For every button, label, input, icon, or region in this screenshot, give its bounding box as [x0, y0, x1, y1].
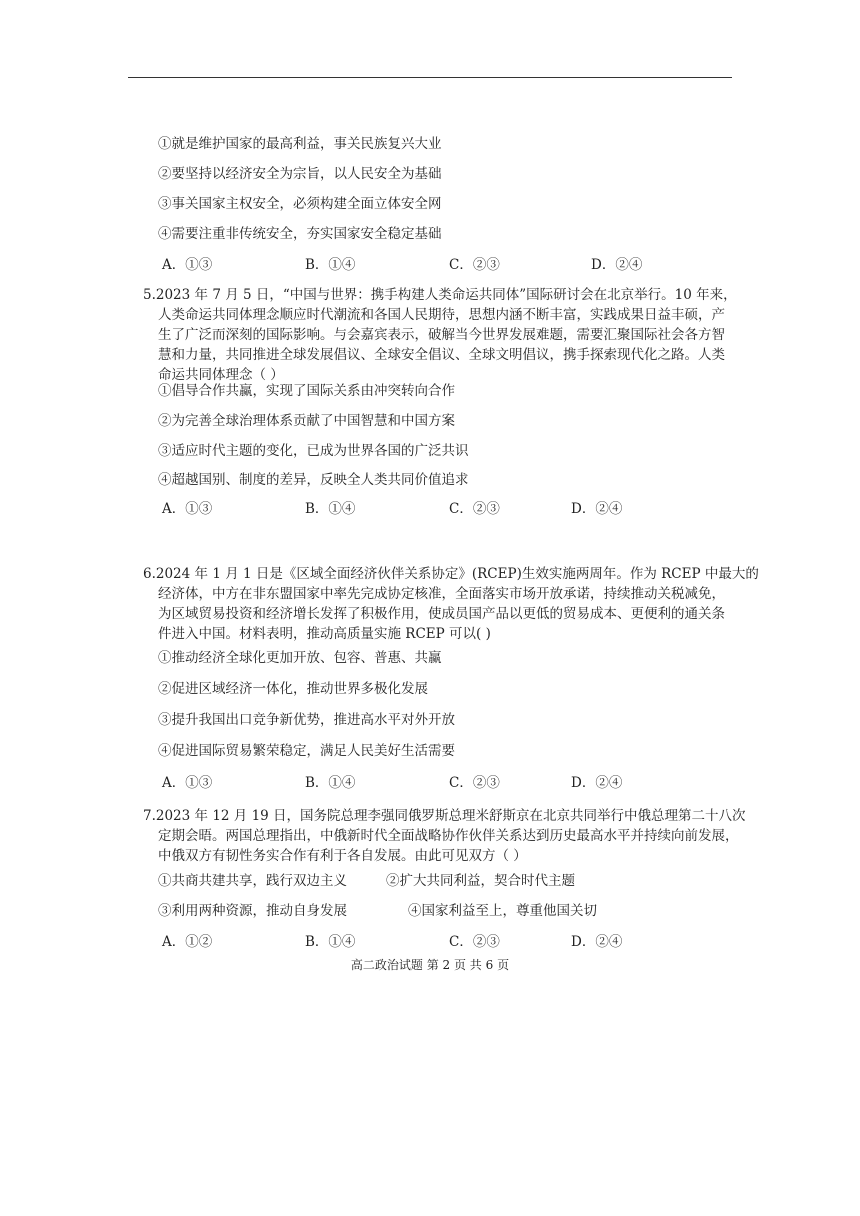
q6-stem-line-1: 6.2024 年 1 月 1 日是《区域全面经济伙伴关系协定》(RCEP)生效实施两周年。作为 RCEP 中最大的 — [143, 566, 759, 582]
q7-stem-line-2: 定期会晤。两国总理指出，中俄新时代全面战略协作伙伴关系达到历史最高水平并持续向前发展， — [158, 828, 739, 844]
q4-option-c: C．②③ — [449, 257, 500, 273]
q4-option-a: A．①③ — [162, 257, 213, 273]
q6-stem-line-3: 为区域贸易投资和经济增长发挥了积极作用，使成员国产品以更低的贸易成本、更便利的通关条 — [158, 606, 725, 622]
q4-item-1: ①就是维护国家的最高利益，事关民族复兴大业 — [158, 136, 442, 152]
q7-item-1: ①共商共建共享，践行双边主义 — [158, 873, 347, 889]
q6-item-2: ②促进区域经济一体化，推动世界多极化发展 — [158, 681, 428, 697]
q6-item-1: ①推动经济全球化更加开放、包容、普惠、共赢 — [158, 650, 442, 666]
q6-option-d: D．②④ — [571, 775, 623, 791]
header-rule — [128, 77, 732, 78]
q5-item-1: ①倡导合作共赢，实现了国际关系由冲突转向合作 — [158, 383, 455, 399]
q5-stem-line-4: 慧和力量，共同推进全球发展倡议、全球安全倡议、全球文明倡议，携手探索现代化之路。人类 — [158, 347, 725, 363]
q5-stem-line-2: 人类命运共同体理念顺应时代潮流和各国人民期待，思想内涵不断丰富，实践成果日益丰硕，产 — [158, 307, 725, 323]
q7-option-c: C．②③ — [449, 934, 500, 950]
q7-item-2: ②扩大共同利益，契合时代主题 — [386, 873, 575, 889]
q6-option-c: C．②③ — [449, 775, 500, 791]
q4-option-b: B．①④ — [305, 257, 356, 273]
q4-item-4: ④需要注重非传统安全，夯实国家安全稳定基础 — [158, 226, 442, 242]
q6-item-4: ④促进国际贸易繁荣稳定，满足人民美好生活需要 — [158, 743, 455, 759]
q6-item-3: ③提升我国出口竞争新优势，推进高水平对外开放 — [158, 712, 455, 728]
q7-item-3: ③利用两种资源，推动自身发展 — [158, 903, 347, 919]
q7-option-a: A．①② — [162, 934, 213, 950]
q5-option-c: C．②③ — [449, 501, 500, 517]
q7-item-4: ④国家利益至上，尊重他国关切 — [408, 903, 597, 919]
q5-option-a: A．①③ — [162, 501, 213, 517]
q6-option-b: B．①④ — [305, 775, 356, 791]
q4-item-2: ②要坚持以经济安全为宗旨，以人民安全为基础 — [158, 166, 442, 182]
q5-stem-line-1: 5.2023 年 7 月 5 日，“中国与世界：携手构建人类命运共同体”国际研讨会在北京举行。10 年来， — [143, 287, 737, 303]
q6-stem-line-2: 经济体，中方在非东盟国家中率先完成协定核准，全面落实市场开放承诺，持续推动关税减免， — [158, 586, 725, 602]
page-footer: 高二政治试题 第 2 页 共 6 页 — [350, 958, 510, 972]
q6-stem-line-4: 件进入中国。材料表明，推动高质量实施 RCEP 可以( ) — [158, 626, 491, 642]
q4-item-3: ③事关国家主权安全，必须构建全面立体安全网 — [158, 196, 442, 212]
q5-option-d: D．②④ — [571, 501, 623, 517]
q7-option-d: D．②④ — [571, 934, 623, 950]
q5-item-3: ③适应时代主题的变化，已成为世界各国的广泛共识 — [158, 443, 469, 459]
q5-item-2: ②为完善全球治理体系贡献了中国智慧和中国方案 — [158, 413, 455, 429]
q6-option-a: A．①③ — [162, 775, 213, 791]
q7-option-b: B．①④ — [305, 934, 356, 950]
q5-stem-line-3: 生了广泛而深刻的国际影响。与会嘉宾表示，破解当今世界发展难题，需要汇聚国际社会各方智 — [158, 327, 725, 343]
q4-option-d: D．②④ — [591, 257, 643, 273]
q5-stem-line-5: 命运共同体理念（ ） — [158, 367, 284, 383]
q5-item-4: ④超越国别、制度的差异，反映全人类共同价值追求 — [158, 472, 469, 488]
q7-stem-line-3: 中俄双方有韧性务实合作有利于各自发展。由此可见双方（ ） — [158, 848, 527, 864]
q7-stem-line-1: 7.2023 年 12 月 19 日，国务院总理李强同俄罗斯总理米舒斯京在北京共同举行中俄总理第二十八次 — [143, 808, 746, 824]
q5-option-b: B．①④ — [305, 501, 356, 517]
